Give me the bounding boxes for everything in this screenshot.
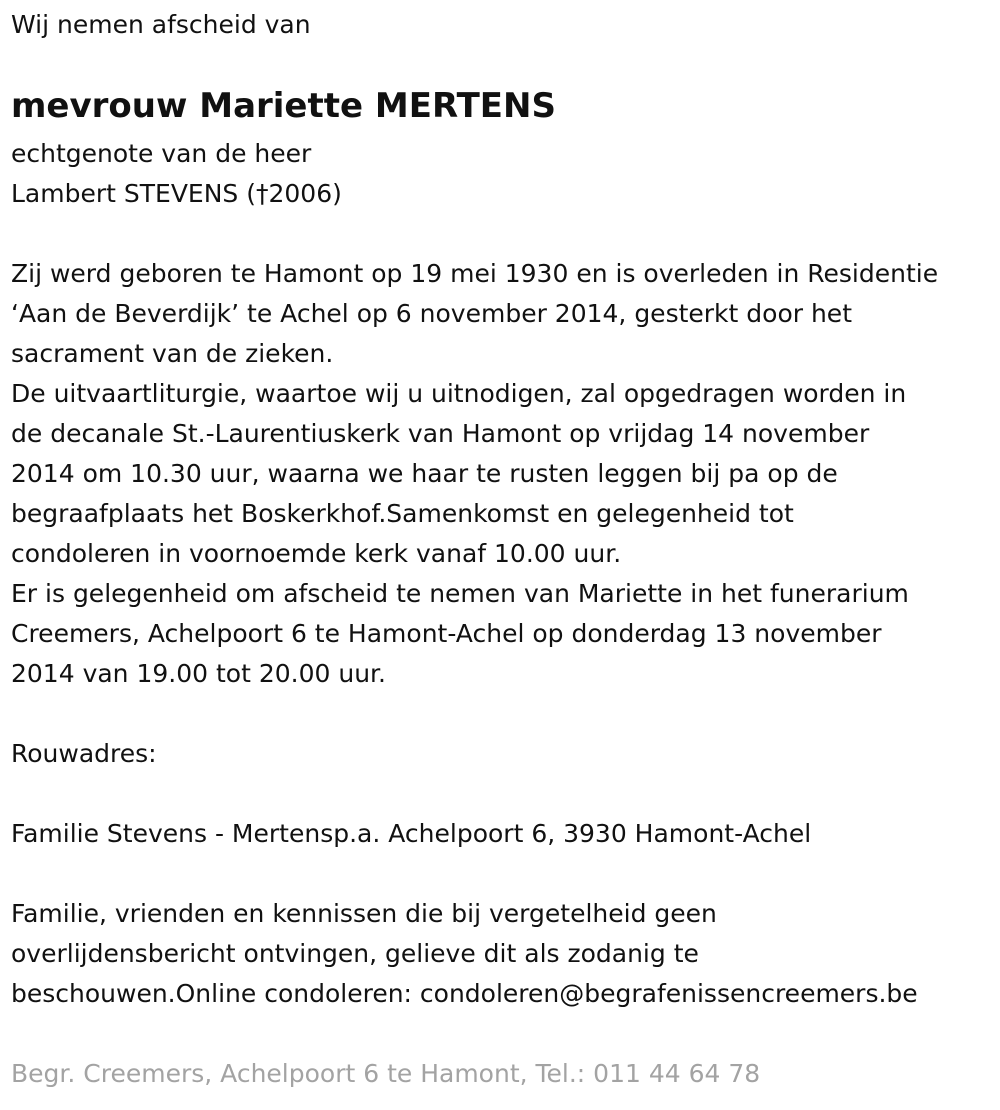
closing-line: Familie, vrienden en kennissen die bij vergetelheid geen [11, 899, 717, 928]
body-line: sacrament van de zieken. [11, 339, 334, 368]
body-line: de decanale St.-Laurentiuskerk van Hamont op vrijdag 14 november [11, 419, 870, 448]
funeral-home-footer: Begr. Creemers, Achelpoort 6 te Hamont, Tel.: 011 44 64 78 [11, 1059, 761, 1088]
deceased-name: mevrouw Mariette MERTENS [11, 86, 556, 126]
closing-line: overlijdensbericht ontvingen, gelieve dit als zodanig te [11, 939, 699, 968]
intro-text: Wij nemen afscheid van [11, 10, 311, 39]
body-line: 2014 om 10.30 uur, waarna we haar te rusten leggen bij pa op de [11, 459, 838, 488]
spouse-info [11, 134, 342, 214]
rouwadres-address: Familie Stevens - Mertensp.a. Achelpoort 6, 3930 Hamont-Achel [11, 819, 812, 848]
notice-body [11, 254, 938, 694]
body-line: condoleren in voornoemde kerk vanaf 10.00 uur. [11, 539, 622, 568]
rouwadres-label: Rouwadres: [11, 739, 157, 768]
closing-line: beschouwen.Online condoleren: condoleren@begrafenissencreemers.be [11, 979, 918, 1008]
body-line: Zij werd geboren te Hamont op 19 mei 1930 en is overleden in Residentie [11, 259, 939, 288]
body-line: ‘Aan de Beverdijk’ te Achel op 6 november 2014, gesterkt door het [11, 299, 852, 328]
body-line: Er is gelegenheid om afscheid te nemen van Mariette in het funerarium [11, 579, 909, 608]
body-line: begraafplaats het Boskerkhof.Samenkomst en gelegenheid tot [11, 499, 794, 528]
spouse-line: Lambert STEVENS (†2006) [11, 179, 342, 208]
spouse-line: echtgenote van de heer [11, 139, 312, 168]
body-line: Creemers, Achelpoort 6 te Hamont-Achel op donderdag 13 november [11, 619, 882, 648]
closing-text [11, 894, 918, 1014]
body-line: De uitvaartliturgie, waartoe wij u uitnodigen, zal opgedragen worden in [11, 379, 907, 408]
body-line: 2014 van 19.00 tot 20.00 uur. [11, 659, 386, 688]
